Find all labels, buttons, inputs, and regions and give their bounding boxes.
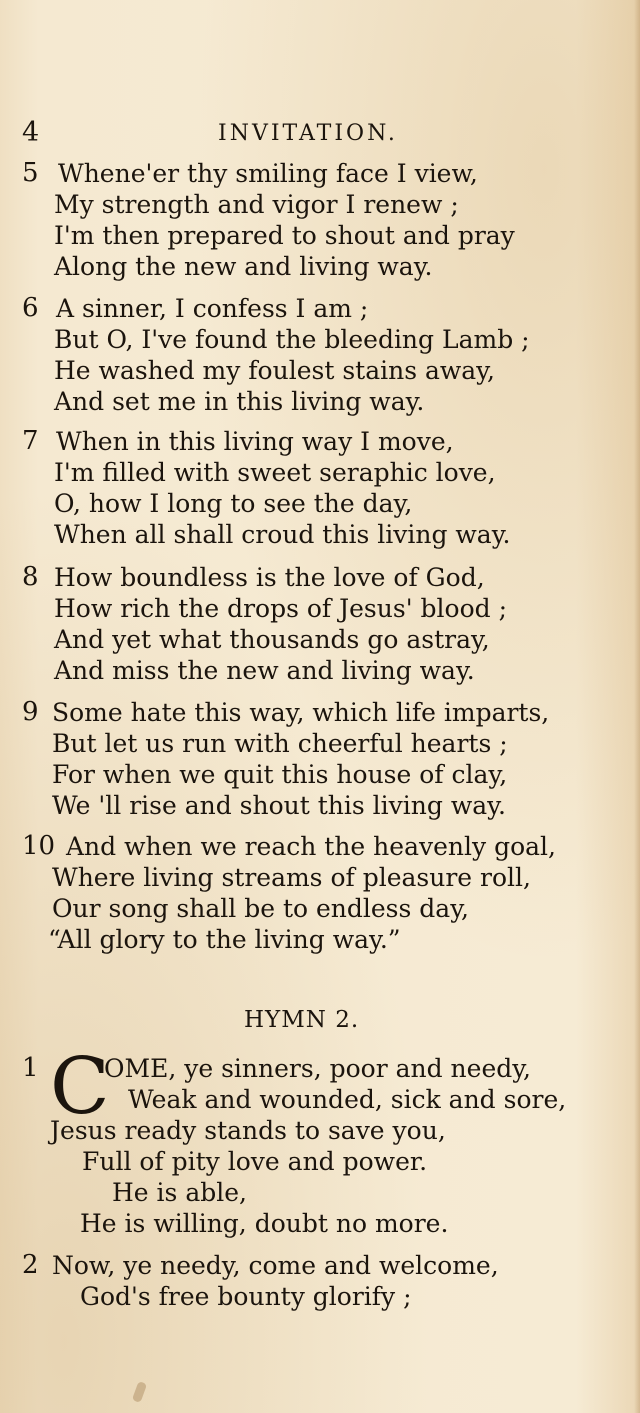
page-header	[22, 118, 622, 148]
verse-line: And set me in this living way.	[54, 387, 425, 416]
verse-line: How boundless is the love of God,	[54, 563, 485, 592]
verse-line: Our song shall be to endless day,	[52, 894, 469, 923]
verse-line: And when we reach the heavenly goal,	[66, 832, 556, 861]
verse-line: Full of pity love and power.	[82, 1147, 428, 1176]
verse-line: When in this living way I move,	[56, 427, 454, 456]
verse-line: How rich the drops of Jesus' blood ;	[54, 594, 507, 623]
verse-number: 2	[22, 1250, 39, 1280]
ink-smudge	[132, 1381, 147, 1403]
verse-line: God's free bounty glorify ;	[80, 1282, 412, 1311]
verse-line: Some hate this way, which life imparts,	[52, 698, 550, 727]
verse-line: We 'll rise and shout this living way.	[52, 791, 506, 820]
verse-line: Jesus ready stands to save you,	[50, 1116, 446, 1145]
verse-line: Whene'er thy smiling face I view,	[58, 159, 478, 188]
verse-line: Along the new and living way.	[54, 252, 433, 281]
verse-number: 1	[22, 1053, 39, 1083]
verse-line: He is able,	[112, 1178, 247, 1207]
verse-line: But O, I've found the bleeding Lamb ;	[54, 325, 530, 354]
verse-line: Now, ye needy, come and welcome,	[52, 1251, 499, 1280]
verse-line: But let us run with cheerful hearts ;	[52, 729, 508, 758]
verse-number: 7	[22, 426, 39, 456]
verse-line: “All glory to the living way.”	[48, 925, 401, 954]
verse-line: O, how I long to see the day,	[54, 489, 413, 518]
verse-line: And miss the new and living way.	[54, 656, 475, 685]
verse-line: Where living streams of pleasure roll,	[52, 863, 531, 892]
verse-line: Weak and wounded, sick and sore,	[128, 1085, 567, 1114]
verse-line: I'm filled with sweet seraphic love,	[54, 458, 496, 487]
verse-line: A sinner, I confess I am ;	[56, 294, 369, 323]
verse-line: He washed my foulest stains away,	[54, 356, 495, 385]
verse-line: And yet what thousands go astray,	[54, 625, 490, 654]
verse-line: When all shall croud this living way.	[54, 520, 511, 549]
verse-number: 10	[22, 831, 56, 861]
verse-line: For when we quit this house of clay,	[52, 760, 508, 789]
verse-number: 8	[22, 562, 39, 592]
verse-line: My strength and vigor I renew ;	[54, 190, 459, 219]
drop-cap: C	[50, 1042, 110, 1132]
verse-number: 9	[22, 697, 39, 727]
verse-line: OME, ye sinners, poor and needy,	[104, 1054, 532, 1083]
verse-number: 6	[22, 293, 39, 323]
page-number: 4	[22, 117, 40, 148]
verse-line: He is willing, doubt no more.	[80, 1209, 449, 1238]
page-edge-shadow	[634, 0, 640, 1413]
verse-number: 5	[22, 158, 39, 188]
running-head: INVITATION.	[218, 121, 398, 146]
hymn-title: HYMN 2.	[244, 1007, 360, 1033]
verse-line: I'm then prepared to shout and pray	[54, 221, 515, 250]
